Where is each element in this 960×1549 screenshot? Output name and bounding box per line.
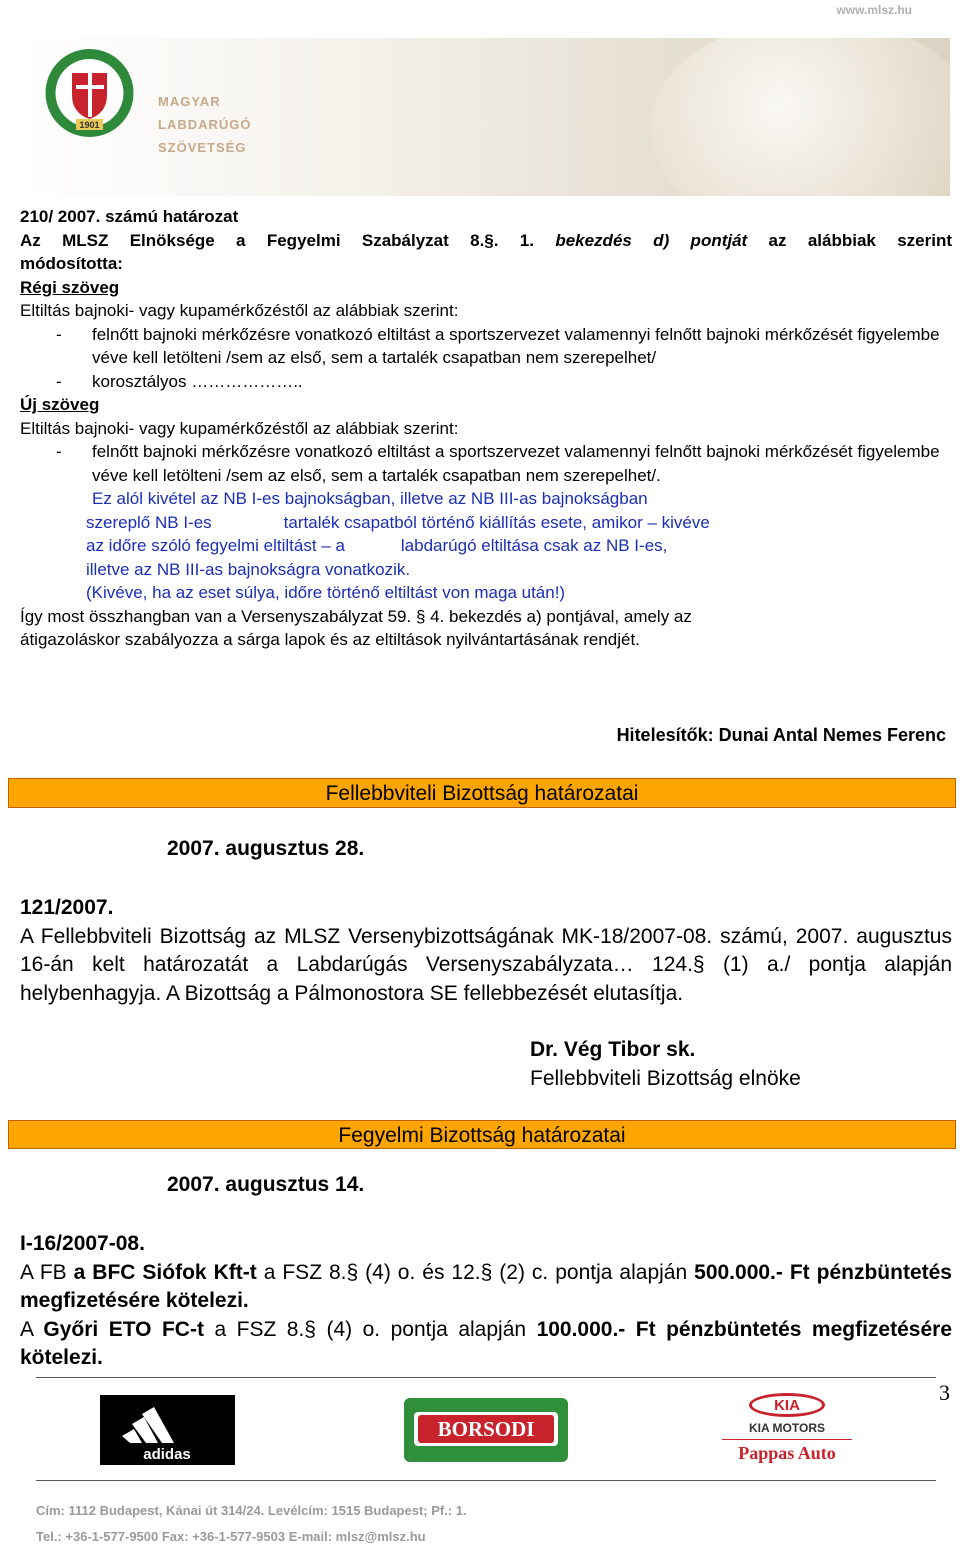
appeals-decision [20,894,952,1008]
exception-line: Ez alól kivétel az NB I-es bajnokságban, illetve az NB III-as bajnokságban [92,489,648,508]
banner-ball-graphic [650,38,950,196]
old-intro: Eltiltás bajnoki- vagy kupamérkőzéstől az alábbiak szerint: [20,301,459,320]
header-banner [20,38,950,196]
appeals-section-title: Fellebbviteli Bizottság határozatai [325,782,639,805]
kia-oval-icon: KIA [749,1393,825,1417]
address-line: Cím: 1112 Budapest, Kánai út 314/24. Levélcím: 1515 Budapest; Pf.: 1. [36,1503,467,1518]
mlsz-emblem-icon [42,43,137,138]
adidas-logo [100,1395,235,1465]
mlsz-wordmark: MAGYAR LABDARÚGÓ SZÖVETSÉG [158,94,252,155]
appeals-signature [530,1036,801,1093]
exception-line: (Kivéve, ha az eset súlya, időre történő eltiltást von maga után!) [86,583,566,602]
decision-210 [20,205,952,652]
adidas-stripes-icon [100,1395,235,1465]
appeals-section-bar [8,778,956,808]
signer-name: Dr. Vég Tibor sk. [530,1038,696,1061]
borsodi-logo [404,1398,568,1462]
disciplinary-decision [20,1230,952,1373]
disciplinary-section-bar [8,1120,956,1149]
footer-rule-top [36,1377,936,1378]
decision-intro-line: Az MLSZ Elnöksége a Fegyelmi Szabályzat 8.§. 1. bekezdés d) pontját az alábbiak szerint [20,230,952,250]
disciplinary-paragraph-1: A FB a BFC Siófok Kft-t a FSZ 8.§ (4) o. és 12.§ (2) c. pontja alapján 500.000.- Ft pénzbüntetés megfizetésére kötelezi. [20,1260,952,1312]
disciplinary-number: I-16/2007-08. [20,1232,145,1255]
disciplinary-section-title: Fegyelmi Bizottság határozatai [338,1124,626,1147]
kia-motors-label: KIA MOTORS [748,1421,825,1435]
old-list-item: - felnőtt bajnoki mérkőzésre vonatkozó eltiltást a sportszervezet valamennyi felnőtt bajnoki mérkőzését figyelembe véve kell letölteni /sem az első, sem a tartalék csapatban nem szerepelhet/ [56,324,940,367]
old-list-item: - korosztályos ……………….. [56,371,303,391]
contact-line: Tel.: +36-1-577-9500 Fax: +36-1-577-9503 E-mail: mlsz@mlsz.hu [36,1529,426,1544]
decision-intro-line-2: módosította: [20,254,123,273]
closing-line: Így most összhangban van a Versenyszabályzat 59. § 4. bekezdés a) pontjával, amely az [20,606,692,626]
svg-text:1901: 1901 [79,120,100,130]
exception-line: az időre szóló fegyelmi eltiltást – a labdarúgó eltiltása csak az NB I-es, [86,536,668,555]
pappas-label: Pappas Auto [738,1443,836,1463]
appeals-text: A Fellebbviteli Bizottság az MLSZ Versenybizottságának MK-18/2007-08. számú, 2007. augusztus 16-án kelt határozatát a Labdarúgás Versenyszabályzata… 124.§ (1) a./ pontja alapján helybenhagyja. A Bizottság a Pálmonostora SE fellebbezését elutasítja. [20,924,952,1005]
appeals-number: 121/2007. [20,896,114,919]
exception-line: szereplő NB I-es tartalék csapatból történő kiállítás esete, amikor – kivéve [86,512,710,532]
svg-text:adidas: adidas [143,1446,191,1463]
closing-line: átigazoláskor szabályozza a sárga lapok és az eltiltások nyilvántartásának rendjét. [20,630,640,649]
page-number: 3 [939,1380,950,1405]
footer-rule-bottom [36,1480,936,1481]
borsodi-wordmark: BORSODI [418,1415,554,1443]
authenticators: Hitelesítők: Dunai Antal Nemes Ferenc [616,725,946,745]
site-url: www.mlsz.hu [836,3,912,17]
new-text-heading: Új szöveg [20,395,100,414]
new-list-item: - felnőtt bajnoki mérkőzésre vonatkozó eltiltást a sportszervezet valamennyi felnőtt bajnoki mérkőzését figyelembe véve kell letölteni /sem az első, sem a tartalék csapatban nem szerepelhet/. [56,442,940,485]
appeals-date: 2007. augusztus 28. [167,837,365,860]
disciplinary-paragraph-2: A Győri ETO FC-t a FSZ 8.§ (4) o. pontja alapján 100.000.- Ft pénzbüntetés megfizetésére kötelezi. [20,1317,952,1369]
decision-title: 210/ 2007. számú határozat [20,207,239,226]
exception-line: illetve az NB III-as bajnokságra vonatkozik. [86,559,411,579]
kia-pappas-logo [722,1393,852,1471]
disciplinary-date: 2007. augusztus 14. [167,1173,365,1196]
new-intro: Eltiltás bajnoki- vagy kupamérkőzéstől az alábbiak szerint: [20,418,459,438]
old-text-heading: Régi szöveg [20,277,120,297]
signer-role: Fellebbviteli Bizottság elnöke [530,1066,801,1090]
